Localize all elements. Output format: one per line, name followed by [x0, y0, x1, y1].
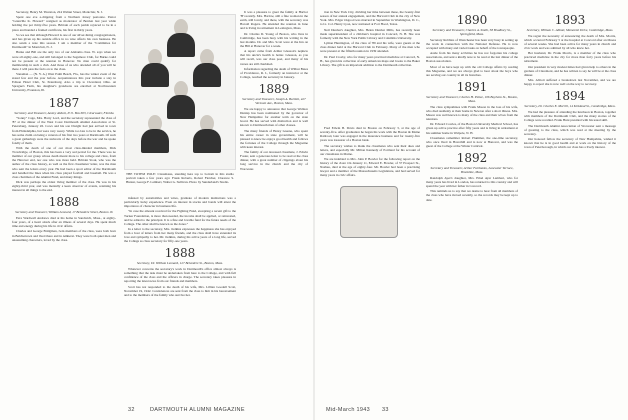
paragraph: The family of our deceased classmate, J. Edwin Foster, sent a generous letter to be read at the class dinner, with a great number of clippings about his long service in the church and the city of Worcester. [240, 150, 308, 171]
class-year-heading: 1888 [48, 195, 80, 210]
paragraph: The class sympathizes with Frank Mason in the loss of his wife, who died suddenly at their home in Newton after a short illness. Mrs. Mason was well known to many of the class and their wives from the reunions. [426, 104, 518, 122]
class-secretary-line: Secretary, Dr. Charles E. Morrill, 14 Kirkland St., Cambridge, Mass. [524, 104, 616, 109]
class-year-heading: 1894 [554, 89, 586, 104]
class-secretary-line: Secretary, William C. Abbott, Memorial Drive, Cambridge, Mass. [526, 28, 614, 32]
class-year-heading: 1892 [456, 151, 488, 166]
paragraph: Spent one eve a-dripping from a Northern Jersey pastorate. Pastor "Granville K. Howard" resigned as moderator of Berrien last year while holding the pot thirty-five years. Brittain of each parish rejoiced to be in a place and handed a framed certificate, his first in thirty years. [12, 15, 116, 32]
paragraph: "In case the amount received for the Fighting Fund, excepting a recent gift to the Tucker Foundation, is more than needed, the income shall be applied, or reinvested, and be added to the principal. It is a fine and lovable fund for the future needs of the College. The other shall be known as the donor." [124, 209, 236, 226]
paragraph: We had the pleasure of attending the luncheon in Boston, together with members of the Dartmouth Club, and the many stories of the College were recalled. Frank Hunt presided with his usual skill. [524, 110, 616, 123]
column-3 [240, 10, 308, 404]
portrait-photo [340, 186, 398, 238]
paragraph: It was a pleasure to greet the family at Harbor 'H' recently. Mrs. Harlow, still a fine woman in the earth, still lovely, and there, with the secretary was Harold Rogers. He attended the reunion in June and is living in retirement in Lexington, Mass. [240, 10, 308, 31]
class-year-heading: 1893 [554, 13, 586, 27]
paragraph: Information regarding the death of Wilbur Bates of Providence, R. I., formerly an instructor at the College, reached the secretary in January. [240, 66, 308, 79]
paragraph: The Dartmouth Alumni Association of Worcester sent a message of greeting to the class, which was read at the meeting by the secretary. [524, 123, 616, 136]
paragraph: Vanaman — (N. Y. A.) West Palm Beach, Fla., has the winter event of the stated few and the year before. Acquaintances this year include a stay in Edison Hotel Club, St. Petersburg. Also a trip to Cleveland, Ohio. At Sprague's Farm, his daughter's grandsons are enrolled at Northwestern University, Evanston, Ill. [12, 72, 116, 93]
class-year-heading: 1889 [258, 82, 290, 97]
paragraph: infested by automobiles and wires, graduate of modern institutions was a particularly lucky experience. Even an interest in stocks and bonds will attest the importance of character in business life. [124, 196, 236, 209]
paragraph: This reminds us to say that we desire to hear from all members of the class who have moved recently, so the records may be kept up to date. [426, 189, 518, 202]
paragraph: Dr. Paul Crosby, who for many years practiced medicine at Concord, N. H., has given his collection of early American maps and books to the Baker Library. The gift is an important addition to the Dartmouth collection. [320, 54, 420, 67]
paragraph: The many friends of Henry Greene, who spent his entire career in state government, will be pleased to know he enjoys good health and follows the fortunes of the College through the Magazine with keen interest. [240, 128, 308, 149]
paragraph: Dr. Charles D. Young of Boston, who lives in Cambridge, has been busy with his writing in the last months. Dr. and Mrs. Scott were at the Inn on the Hill at Hanover for a week. [240, 31, 308, 48]
paragraph: We are happy to announce that George Wallace Dunlap has been nominated by the governor of New Hampshire for another term on the state board. He has served with distinction and is well known to Dartmouth men of other classes. [240, 106, 308, 128]
column-2 [124, 196, 236, 404]
photo-caption: THE TOTEM POLE: Classmates, standing here top to bottom in this studio portrait taken a few years ago: Frank Roberts, Robert Fletcher, Clarence S. Hunter, George F. Lambert, Walter G. Sullivan. Photo by Sunderland's Studio. [126, 172, 234, 185]
column-1 [12, 10, 116, 404]
paragraph: Dick was perhaps the oldest living member of the class. He was in his eighty-third year, and was mentally a keen observer of events, retaining his interest in all things to the end. [12, 180, 116, 193]
paragraph: Dr. Edward Cowles, of the Boston University Medical School, has given up active practice after fifty years and is living in retirement at his summer home in Walpole, N. H. [426, 122, 518, 135]
class-secretary-line: Secretary and Treasurer, William Leonard, 17 Belvedere Street, Boston 16 [15, 210, 113, 215]
class-secretary-line: Secretary, Dr. William Leonard, 127 Belvedere St., Boston, Mass. [137, 261, 223, 266]
paragraph: Secretary Robbins of Westchester has been very busy in setting up the work in connection with the National Defense. He is now occupied with many and varied tasks on behalf of the townspeople. [426, 37, 518, 50]
paragraph: Burke and Bill are the only two of our Alabama class. W. says when we were all eighty-one, and still belonged to the Sagamore Club, for Burke could not be present at the reunion in Hanover. No man could qualify for membership in such a club. And those of us who attended all of you will be there. I will pass the facts on to the class. [12, 50, 116, 71]
paragraph: Neil Dunbar's daughter, Mrs. Helen Dunbar Mills, has recently been made superintendent of a children's hospital in Concord, N. H. She was formerly with the New York Public Library and Columbia University. [320, 27, 420, 40]
paragraph: Her husband, Dr. Frank Morris, is a member of the class who practiced medicine in the city for more than forty years before his retirement. [524, 51, 616, 64]
left-footer-title: DARTMOUTH ALUMNI MAGAZINE [150, 407, 245, 413]
class-year-heading: 1891 [456, 80, 488, 94]
class-secretary-line: Secretary and Treasurer, Charles A. Smith, 58 Bradbury St., Springfield, Mass. [432, 28, 512, 37]
paragraph: Aside from his many activities he has not forgotten his college associations, and sent a kindly note to be read at the last dinner of the Boston association. [426, 51, 518, 64]
paragraph: Mrs. Abbott suffered a breakdown last November, and we are happy to report she is now well on the way to recovery. [524, 78, 616, 87]
class-secretary-line: Secretary and Treasurer, Charles H. Pettee, 106 Boylston St., Boston, Mass. [426, 95, 518, 104]
paragraph: Our president in very modest times had given help to others in the gardens of Claremont, and he has written to say he will be at the class dinner. [524, 64, 616, 77]
paragraph: In a letter to the secretary, Mrs. Judkins expresses the happiness she has enjoyed from a host of letters from her many friends, and the class shall have extended its love and sympathy to her. Mr. Judkins, during his active years of a long life, served the College as class secretary for fifty-one years. [124, 227, 236, 244]
paragraph: Lyman Huntington, of the class of '89 and his wife, were guests at the class dinner held at the Harvard Club in February. Many of the men who were present at the fiftieth reunion in 1939 attended. [320, 41, 420, 54]
paragraph: Whatever concerns the secretary's work in Dartmouth's office almost always is something that the task must be undertaken from here to the College, and with full confidence of the class and the officers in charge. The secretary takes pleasure in reporting the latest news from our friends and members. [124, 267, 236, 284]
paragraph: Scott has not responded to the death of his wife, Mrs. Lillian Goodell Scott, November 19, 1942. Condolences are sent from the class to him in his bereavement and to the members of the family who survive her. [124, 284, 236, 297]
paragraph: Our honored fellow the secretary of New Hampshire, wished it known that he is in good health and at work on the history of the town of Peterborough, in which our class has a lively interest. [524, 137, 616, 150]
class-secretary-line: Secretary and Treasurer, Arthur Fairbanks, Lancaster Terrace, Brookline, Mass. [430, 166, 514, 175]
column-6 [524, 10, 616, 404]
paragraph: tion in New York City, dividing her time between these, the twenty-first season of her annual engagement, and the Harvard Club in the city of New York. Mrs. Edgar Osgood was married in September in Washington, D. C., to Lt. Col. Henry Lyon, now stationed at Fort Hood, Texas. [320, 10, 420, 27]
class-secretary-line: Secretary and Treasurer, Joseph A. Bartlett, 427 Vermont Ave., Boston, Mass. [242, 97, 306, 106]
page-gutter [313, 0, 315, 420]
photo-placeholder [320, 68, 420, 126]
column-5 [426, 10, 518, 404]
paragraph: Classmates remember Robert Plummer, the one-time secretary, who once lived in Haverhill and is now at Hanover, and was the guest of the College at the Winter Carnival. [426, 135, 518, 148]
left-page-number: 32 [128, 407, 135, 413]
class-year-heading: 1888 [164, 246, 196, 261]
class-photo [124, 14, 236, 170]
paragraph: Randolph Ayer's daughter, Mrs. Ethel Ayer Lambert, who for many years has lived in London, has returned to this country and will spend the year with her father in Concord. [426, 175, 518, 189]
paragraph: A report came from Arthur Gleason's nephew that his uncle's health is better. Gleason, as you will recall, was our class poet, and many of his verses are still cherished. [240, 49, 308, 66]
right-footer-date: Mid-March 1943 [326, 407, 370, 413]
paragraph: We are indebted to Mrs. John P. Bowler for the following report on the history of the class: On January 11, Edward E. Bowler, of 37 Prospect St., Nashua, died at the age of eighty-four. Mr. Bowler had been a practising lawyer and a member of the Massachusetts Legislature, and had served for many years in civic affairs. [320, 157, 420, 178]
right-page-number: 33 [382, 407, 389, 413]
paragraph: Secretary, Henry M. Thurston, 224 Walnut Street, Montclair, N. J. [16, 10, 103, 14]
paragraph: The secretary wishes to thank the classmates who sent their dues and letters, and especially Mr. Milton Kennedy of Portland for his account of our classmates in Maine. [320, 143, 420, 156]
class-year-heading: 1887 [48, 95, 80, 110]
class-secretary-line: Secretary and Treasurer, Ansley Abbott, P. O. Box 603, Clearwater, Florida [14, 110, 114, 115]
paragraph: Most of us have kept up with the old College affairs by reading this Magazine, and we are always glad to hear about the boys who are serving our country in all its branches. [426, 64, 518, 77]
paragraph: Charles and George Bridgman, twin members of the class, were both born in Belchertown and lived there and in Amherst. They were both quiet men and unassuming characters, loved by the class. [12, 229, 116, 242]
paragraph: With the death of one of our most class-minded members, Dick Trowbridge, of Boston, this has been a very sad period for me. There was no member of our group whose death meant more to his college and class, from the Hanover end, nor one who was more held. Brittain Stout, who was the author of the class history, as well as the first classmates' letter, was the man who sent the letters every year. He had been a sport editor of the Dartmouth and handled the lines when his class played football and baseball. He was a class chairman of the Alumni Fund, and many things. [12, 146, 116, 179]
class-year-heading: 1890 [456, 13, 488, 27]
paragraph: "Sonny" Cage, Mrs. Harry Lord, and the secretary represented the class of '87 at the dinner of the West Coast Dartmouth Alumni Association at St. Petersburg, January 26. Cows and his son Dwight had just arrived in town from Philadelphia, but were very weary. While too late to be in the service, he has some claim on being a veteran of his first two years at Dartmouth. Of such a great gatherings were the stalwarts of the days before the war and he spoke fondly of them. [12, 116, 116, 145]
paragraph: So we see that although Howard is one of our silver-lining congregationers, and has given up his outside office in no wise affects his own business. He also sends a note this season. I am a member of the "Committee for Dartmouth" in Montclair, N. J. [12, 32, 116, 50]
paragraph: We regret the necessity of announcing the death of Mrs. Morris, which occurred February 5 at the hospital at Concord after an illness of several weeks. She had been active for many years in church and civic work and was admired by all who knew her. [524, 33, 616, 50]
paragraph: Fred Edwin B. Davis died in Boston on February 3, at the age of seventy-five. After graduation he began his work with the Boston & Maine Railroad, later was engaged in the insurance business and for twenty-five years was treasurer of a Boston bank. [320, 125, 420, 143]
paragraph: Ezra Wardwell Andrews died at his home in Sandwich, Mass., at eighty-four years, of a heart attack after an illness of several days. He spent much time and energy during his life in civic affairs. [12, 215, 116, 229]
